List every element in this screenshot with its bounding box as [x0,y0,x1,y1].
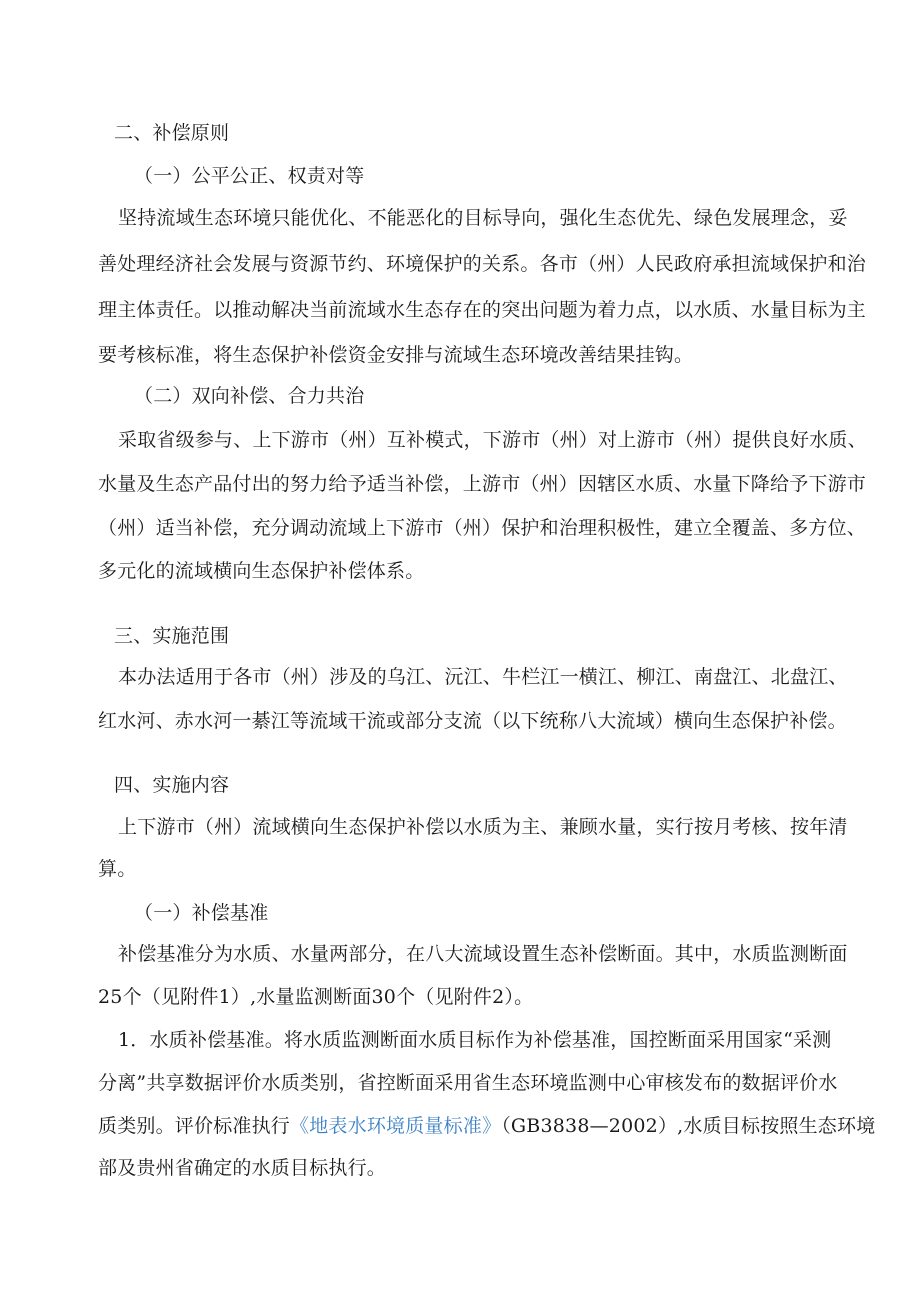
subsection-heading: （一）公平公正、权责对等 [134,165,365,187]
section-heading: 二、补偿原则 [114,122,230,144]
paragraph-line: 算。 [98,858,137,880]
paragraph-line: 1．水质补偿基准。将水质监测断面水质目标作为补偿基准，国控断面采用国家“采测 [118,1029,832,1051]
paragraph-line: 补偿基准分为水质、水量两部分，在八大流域设置生态补偿断面。其中，水质监测断面 [118,943,848,965]
paragraph-line: 采取省级参与、上下游市（州）互补模式，下游市（州）对上游市（州）提供良好水质、 [118,429,867,451]
paragraph-line: 红水河、赤水河一綦江等流域干流或部分支流（以下统称八大流域）横向生态保护补偿。 [98,710,847,732]
paragraph-line: 水量及生态产品付出的努力给予适当补偿，上游市（州）因辖区水质、水量下降给予下游市 [98,473,867,495]
paragraph-line: 25个（见附件1）,水量监测断面30个（见附件2）。 [98,986,534,1008]
paragraph-line: 本办法适用于各市（州）涉及的乌江、沅江、牛栏江一横江、柳江、南盘江、北盘江、 [118,666,848,688]
paragraph-line: 要考核标准，将生态保护补偿资金安排与流域生态环境改善结果挂钩。 [98,344,694,366]
subsection-heading: （二）双向补偿、合力共治 [134,385,365,407]
paragraph-line: 分离”共享数据评价水质类别，省控断面采用省生态环境监测中心审核发布的数据评价水 [98,1072,838,1094]
paragraph-line [98,1111,875,1141]
section-heading: 三、实施范围 [114,625,230,647]
paragraph-line: 善处理经济社会发展与资源节约、环境保护的关系。各市（州）人民政府承担流域保护和治 [98,253,867,275]
paragraph-line: 多元化的流域横向生态保护补偿体系。 [98,560,425,582]
paragraph-text: 质类别。评价标准执行 [98,1115,291,1137]
section-heading: 四、实施内容 [114,774,230,796]
paragraph-line: （州）适当补偿，充分调动流域上下游市（州）保护和治理积极性，建立全覆盖、多方位、 [98,517,867,539]
paragraph-line: 理主体责任。以推动解决当前流域水生态存在的突出问题为着力点，以水质、水量目标为主 [98,299,867,321]
paragraph-line: 上下游市（州）流域横向生态保护补偿以水质为主、兼顾水量，实行按月考核、按年清 [118,816,848,838]
paragraph-line: 部及贵州省确定的水质目标执行。 [98,1157,387,1179]
paragraph-line: 坚持流域生态环境只能优化、不能恶化的目标导向，强化生态优先、绿色发展理念，妥 [118,207,848,229]
paragraph-text: （GB3838—2002）,水质目标按照生态环境 [501,1115,876,1137]
standard-link[interactable]: 《地表水环境质量标准》 [290,1115,502,1137]
subsection-heading: （一）补偿基准 [134,902,269,924]
